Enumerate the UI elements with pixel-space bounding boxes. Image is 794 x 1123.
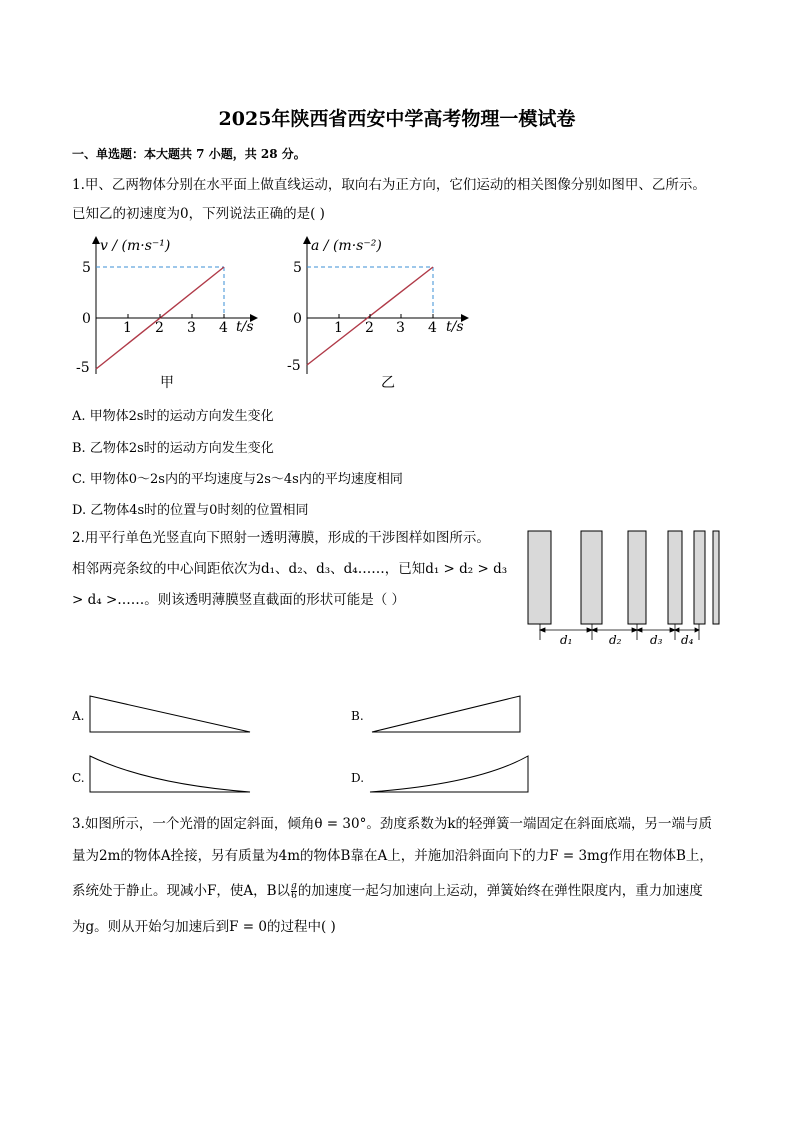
q2-option-c-label[interactable]: C. [72,771,85,785]
q2-line2: 相邻两亮条纹的中心间距依次为d₁、d₂、d₃、d₄……，已知d₁ > d₂ > d₃ [72,561,508,577]
graph-caption: 乙 [381,375,395,391]
q3-line3-end: 的加速度一起匀加速向上运动，弹簧始终在弹性限度内，重力加速度 [297,883,703,899]
x-axis-label: t/s [446,319,464,335]
fringe [668,531,682,624]
q2-option-b-shape[interactable] [370,694,524,736]
fraction-g-over-6 [291,882,297,901]
x-tick-4: 4 [428,320,437,336]
label-d3: d₃ [650,633,663,647]
fringe [581,531,602,624]
graph-yi [273,234,493,394]
y-axis-label: a / (m·s⁻²) [311,238,382,254]
graph-jia [62,234,282,394]
y-tick-neg5: -5 [76,360,90,376]
q1-option-c[interactable]: C. 甲物体0～2s内的平均速度与2s～4s内的平均速度相同 [72,472,403,487]
x-tick-4: 4 [219,320,228,336]
q3-line3 [72,878,703,905]
q2-option-b-label[interactable]: B. [351,709,364,723]
x-tick-3: 3 [396,320,405,336]
q2-option-a-label[interactable]: A. [72,709,85,723]
q1-option-a[interactable]: A. 甲物体2s时的运动方向发生变化 [72,409,274,424]
q1-line1: 1.甲、乙两物体分别在水平面上做直线运动，取向右为正方向，它们运动的相关图像分别如图甲、乙所示。 [72,177,706,193]
y-tick-0: 0 [293,311,302,327]
y-axis-label: v / (m·s⁻¹) [100,238,171,254]
q3-line4: 为g。则从开始匀加速后到F = 0的过程中( ) [72,919,336,935]
q2-option-d-label[interactable]: D. [351,771,365,785]
q1-option-b[interactable]: B. 乙物体2s时的运动方向发生变化 [72,441,274,456]
y-tick-neg5: -5 [287,358,301,374]
section-heading: 一、单选题：本大题共 7 小题，共 28 分。 [72,147,306,161]
q2-line3: > d₄ >……。则该透明薄膜竖直截面的形状可能是（ ） [72,592,406,608]
x-tick-2: 2 [155,320,164,336]
q3-line1: 3.如图所示，一个光滑的固定斜面，倾角θ = 30°。劲度系数为k的轻弹簧一端固定在斜面底端，另一端与质 [72,816,713,832]
y-tick-0: 0 [82,311,91,327]
q2-option-a-shape[interactable] [88,694,254,736]
page-title: 2025年陕西省西安中学高考物理一模试卷 [218,108,576,130]
fringe [713,531,719,624]
q3-line2: 量为2m的物体A拴接，另有质量为4m的物体B靠在A上，并施加沿斜面向下的力F = 3mg作用在物体B上， [72,848,713,864]
fringe [694,531,705,624]
fringe [528,531,551,624]
y-tick-5: 5 [293,260,302,276]
q1-line2: 已知乙的初速度为0，下列说法正确的是( ) [72,206,325,222]
x-tick-1: 1 [334,320,343,336]
x-tick-3: 3 [187,320,196,336]
q2-option-c-shape[interactable] [88,754,254,796]
x-tick-1: 1 [123,320,132,336]
interference-fringes-figure [522,526,732,656]
label-d2: d₂ [609,633,622,647]
x-tick-2: 2 [365,320,374,336]
y-tick-5: 5 [82,260,91,276]
q2-line1: 2.用平行单色光竖直向下照射一透明薄膜，形成的干涉图样如图所示。 [72,530,490,546]
q2-option-d-shape[interactable] [368,754,532,796]
label-d4: d₄ [681,633,694,647]
q3-line3-start: 系统处于静止。现减小F，使A，B以 [72,883,291,899]
x-axis-label: t/s [236,319,254,335]
fringe [628,531,646,624]
q1-option-d[interactable]: D. 乙物体4s时的位置与0时刻的位置相同 [72,503,309,518]
fraction-denominator: 6 [291,891,297,901]
graph-caption: 甲 [160,375,174,391]
label-d1: d₁ [560,633,573,647]
fraction-numerator: g [291,881,297,891]
